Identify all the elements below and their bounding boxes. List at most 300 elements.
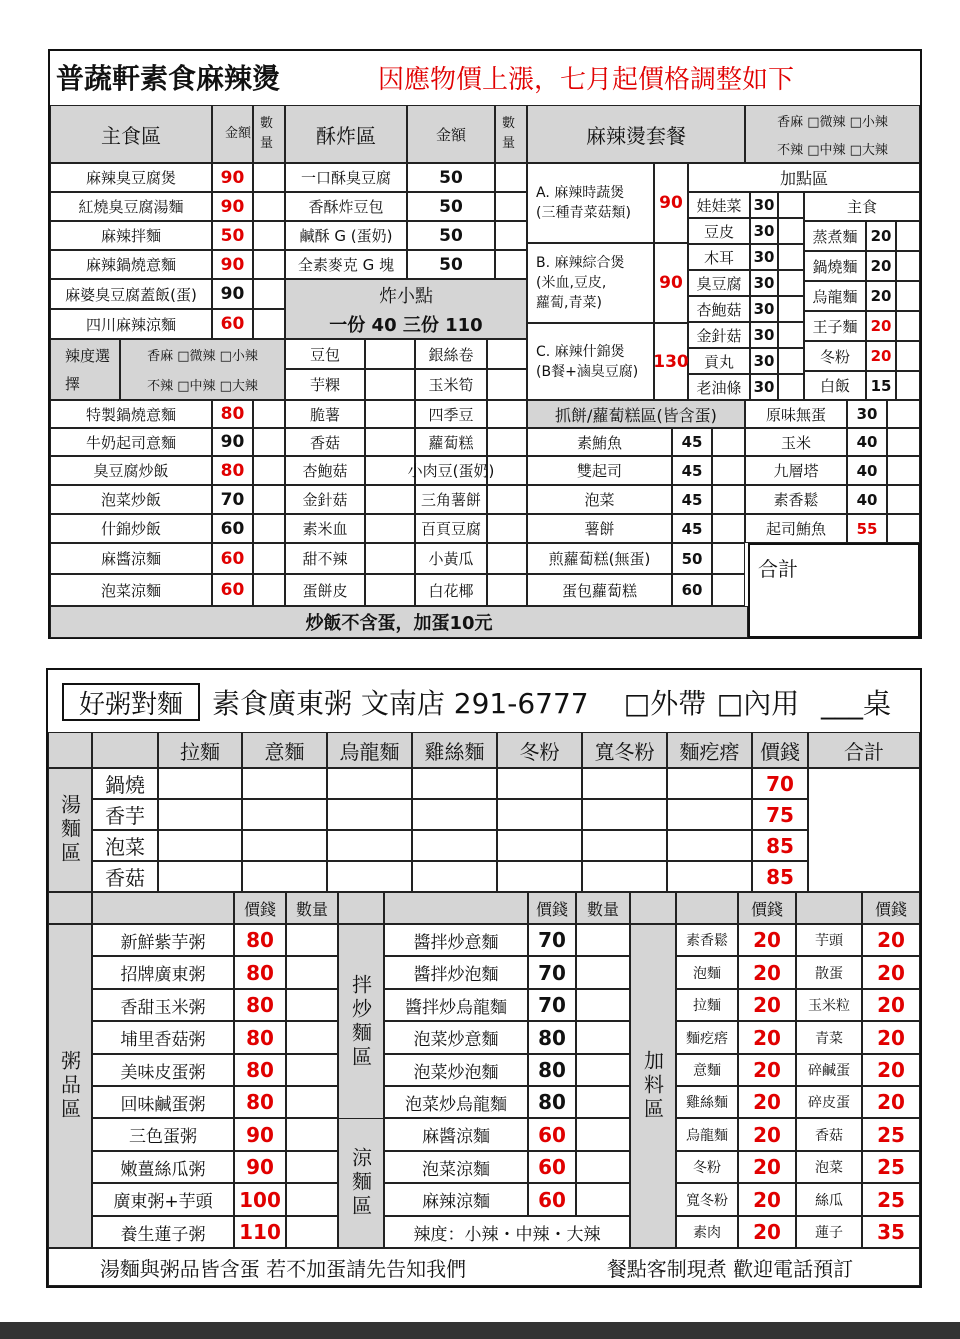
main-item-qty[interactable] — [253, 279, 285, 309]
pancake-qty[interactable] — [887, 514, 920, 543]
main-item-price: 90 — [212, 279, 253, 309]
snack-item: 百頁豆腐 — [415, 514, 487, 543]
soup-qty-cell[interactable] — [327, 799, 412, 830]
soup-qty-cell[interactable] — [412, 799, 497, 830]
main-item-qty[interactable] — [253, 250, 285, 279]
addon2-price: 25 — [862, 1118, 920, 1151]
stirfry-qty[interactable] — [576, 1021, 630, 1054]
blank — [92, 732, 158, 768]
blank — [630, 892, 676, 924]
addon2-price: 20 — [862, 989, 920, 1021]
pancake-price: 45 — [672, 456, 712, 485]
porridge-name: 三色蛋粥 — [92, 1118, 234, 1151]
addon-price: 30 — [750, 270, 778, 296]
snack-item: 小黃瓜 — [415, 543, 487, 574]
main-item-name: 特製鍋燒意麵 — [50, 400, 212, 428]
noodle-col-header: 寬冬粉 — [582, 732, 667, 768]
snack-qty[interactable] — [487, 428, 527, 456]
soup-qty-cell[interactable] — [412, 861, 497, 892]
pancake-qty[interactable] — [712, 574, 745, 606]
stirfry-price: 80 — [528, 1086, 576, 1118]
staple-qty[interactable] — [896, 281, 920, 311]
snack-item: 蘿蔔糕 — [415, 428, 487, 456]
dinein-checkbox[interactable]: □內用 — [716, 687, 800, 720]
soup-qty-cell[interactable] — [242, 768, 327, 799]
stirfry-name: 醬拌炒烏龍麵 — [384, 989, 528, 1021]
main-item-qty[interactable] — [253, 309, 285, 339]
fried-item-name: 全素麥克 G 塊 — [285, 250, 407, 279]
main-item-qty[interactable] — [253, 221, 285, 250]
blank — [338, 892, 384, 924]
noodle-col-header: 拉麵 — [158, 732, 242, 768]
price-header: 價錢 — [234, 892, 286, 924]
porridge-qty[interactable] — [286, 924, 338, 956]
snack-qty[interactable] — [487, 485, 527, 514]
main-item-price: 90 — [212, 250, 253, 279]
main-item-name: 泡菜涼麵 — [50, 574, 212, 606]
snack-qty[interactable] — [487, 339, 527, 369]
stirfry-price: 70 — [528, 924, 576, 956]
staple-qty[interactable] — [896, 221, 920, 251]
cold-qty[interactable] — [576, 1151, 630, 1183]
addon2-price: 20 — [862, 956, 920, 989]
soup-qty-cell[interactable] — [667, 861, 752, 892]
soup-qty-cell[interactable] — [582, 830, 667, 861]
set-price: 90 — [654, 163, 688, 243]
addon2-price: 20 — [738, 1216, 796, 1248]
main-item-name: 牛奶起司意麵 — [50, 428, 212, 456]
pancake-qty[interactable] — [712, 428, 745, 456]
snack-qty[interactable] — [487, 574, 527, 606]
pancake-qty[interactable] — [887, 428, 920, 456]
main-item-name: 麻辣拌麵 — [50, 221, 212, 250]
addon2-name: 玉米粒 — [796, 989, 862, 1021]
snack-qty[interactable] — [365, 485, 415, 514]
addon2-name: 寬冬粉 — [676, 1183, 738, 1216]
pancake-name: 薯餅 — [527, 514, 672, 543]
porridge-name: 回味鹹蛋粥 — [92, 1086, 234, 1118]
snack-item: 銀絲卷 — [415, 339, 487, 369]
cold-price: 60 — [528, 1183, 576, 1216]
cold-name: 麻醬涼麵 — [384, 1118, 528, 1151]
soup-name: 鍋燒 — [92, 768, 158, 799]
pancake-price: 30 — [847, 400, 887, 428]
main-item-price: 90 — [212, 192, 253, 221]
addon-name: 杏鮑菇 — [688, 296, 750, 322]
fried-item-qty[interactable] — [495, 163, 527, 192]
price-header: 價錢 — [528, 892, 576, 924]
addon2-name: 意麵 — [676, 1054, 738, 1086]
main-item-name: 麻婆臭豆腐蓋飯(蛋) — [50, 279, 212, 309]
set-spice-1: 香麻 □微辣 □小辣 — [745, 105, 920, 134]
main-item-name: 麻醬涼麵 — [50, 543, 212, 574]
addon-name: 臭豆腐 — [688, 270, 750, 296]
main-item-name: 紅燒臭豆腐湯麵 — [50, 192, 212, 221]
main-item-qty[interactable] — [253, 456, 285, 485]
pancake-qty[interactable] — [887, 456, 920, 485]
blank — [48, 732, 92, 768]
main-item-price: 60 — [212, 514, 253, 543]
stirfry-qty[interactable] — [576, 956, 630, 989]
staple-header: 主食 — [804, 192, 920, 221]
spice-options-1: 香麻 □微辣 □小辣 — [120, 339, 285, 369]
addon-name: 老油條 — [688, 374, 750, 400]
cold-name: 麻辣涼麵 — [384, 1183, 528, 1216]
pancake-price: 40 — [847, 485, 887, 514]
addon2-price: 20 — [862, 1054, 920, 1086]
staple-qty[interactable] — [896, 341, 920, 371]
snack-item: 小肉豆(蛋奶) — [415, 456, 487, 485]
price-notice: 因應物價上漲，七月起價格調整如下 — [378, 64, 795, 95]
cold-price: 60 — [528, 1118, 576, 1151]
porridge-price: 90 — [234, 1151, 286, 1183]
pancake-qty[interactable] — [712, 485, 745, 514]
spice-label: 辣度選擇 — [50, 339, 120, 400]
porridge-name: 香甜玉米粥 — [92, 989, 234, 1021]
soup-qty-cell[interactable] — [242, 799, 327, 830]
fried-item-qty[interactable] — [495, 192, 527, 221]
fried-item-qty[interactable] — [495, 250, 527, 279]
soup-qty-cell[interactable] — [158, 768, 242, 799]
soup-qty-cell[interactable] — [242, 861, 327, 892]
addon2-name: 冬粉 — [676, 1151, 738, 1183]
addon-price: 30 — [750, 244, 778, 270]
porridge-name: 埔里香菇粥 — [92, 1021, 234, 1054]
addon-name: 娃娃菜 — [688, 192, 750, 218]
soup-qty-cell[interactable] — [158, 799, 242, 830]
snack-item: 杏鮑菇 — [285, 456, 365, 485]
set-price: 90 — [654, 243, 688, 323]
main-item-name: 四川麻辣涼麵 — [50, 309, 212, 339]
snack-item: 豆包 — [285, 339, 365, 369]
snack-qty[interactable] — [365, 543, 415, 574]
addon2-price: 20 — [738, 924, 796, 956]
porridge-name: 養生蓮子粥 — [92, 1216, 234, 1248]
staple-price: 20 — [866, 341, 896, 371]
addon-price: 30 — [750, 374, 778, 400]
fried-item-name: 一口酥臭豆腐 — [285, 163, 407, 192]
addon-name: 貢丸 — [688, 348, 750, 374]
addon-price: 30 — [750, 192, 778, 218]
main-item-name: 麻辣鍋燒意麵 — [50, 250, 212, 279]
staple-price: 20 — [866, 221, 896, 251]
soup-qty-cell[interactable] — [412, 768, 497, 799]
snack-item: 蛋餅皮 — [285, 574, 365, 606]
porridge-qty[interactable] — [286, 1054, 338, 1086]
snack-qty[interactable] — [365, 339, 415, 369]
snack-qty[interactable] — [487, 514, 527, 543]
soup-qty-cell[interactable] — [497, 861, 582, 892]
porridge-price: 110 — [234, 1216, 286, 1248]
soup-qty-cell[interactable] — [158, 861, 242, 892]
set-header: 麻辣燙套餐 — [527, 105, 745, 163]
addon2-price: 20 — [862, 924, 920, 956]
staple-name: 鍋燒麵 — [804, 251, 866, 281]
addon-qty[interactable] — [778, 218, 804, 244]
snack-qty[interactable] — [365, 574, 415, 606]
staple-name: 冬粉 — [804, 341, 866, 371]
addon-qty[interactable] — [778, 244, 804, 270]
addon2-price: 20 — [738, 1151, 796, 1183]
fried-item-name: 鹹酥 G (蛋奶) — [285, 221, 407, 250]
addon2-price: 20 — [738, 1183, 796, 1216]
stirfry-price: 80 — [528, 1021, 576, 1054]
soup-qty-cell[interactable] — [327, 830, 412, 861]
pancake-qty[interactable] — [712, 543, 745, 574]
addon2-price: 25 — [862, 1183, 920, 1216]
staple-name: 烏龍麵 — [804, 281, 866, 311]
snack-qty[interactable] — [487, 456, 527, 485]
pancake-header: 抓餅/蘿蔔糕區(皆含蛋) — [527, 400, 745, 428]
snack-item: 三角薯餅 — [415, 485, 487, 514]
main-item-price: 70 — [212, 485, 253, 514]
addon-qty[interactable] — [778, 192, 804, 218]
snack-qty[interactable] — [365, 428, 415, 456]
staple-price: 20 — [866, 251, 896, 281]
porridge-qty[interactable] — [286, 1118, 338, 1151]
soup-qty-cell[interactable] — [582, 768, 667, 799]
addon2-name: 香菇 — [796, 1118, 862, 1151]
porridge-qty[interactable] — [286, 1021, 338, 1054]
cold-qty[interactable] — [576, 1183, 630, 1216]
takeout-checkbox[interactable]: □外帶 — [623, 687, 707, 720]
main-item-price: 80 — [212, 400, 253, 428]
stirfry-section: 拌炒麵區 — [338, 924, 384, 1119]
addon2-name: 碎皮蛋 — [796, 1086, 862, 1118]
addon2-name: 素香鬆 — [676, 924, 738, 956]
soup-qty-cell[interactable] — [327, 768, 412, 799]
soup-qty-cell[interactable] — [667, 830, 752, 861]
addon-qty[interactable] — [778, 322, 804, 348]
main-item-name: 什錦炒飯 — [50, 514, 212, 543]
porridge-qty[interactable] — [286, 1216, 338, 1248]
addon2-price: 20 — [862, 1021, 920, 1054]
main-item-price: 90 — [212, 163, 253, 192]
pancake-price: 40 — [847, 456, 887, 485]
addon2-price: 25 — [862, 1151, 920, 1183]
fried-qty-header: 數量 — [495, 105, 527, 163]
addon2-price: 35 — [862, 1216, 920, 1248]
col-amount: 金額 — [212, 105, 253, 163]
stirfry-name: 醬拌炒泡麵 — [384, 956, 528, 989]
stirfry-qty[interactable] — [576, 1086, 630, 1118]
soup-qty-cell[interactable] — [327, 861, 412, 892]
cold-qty[interactable] — [576, 1118, 630, 1151]
pancake-price: 45 — [672, 485, 712, 514]
stirfry-qty[interactable] — [576, 924, 630, 956]
addon2-price: 20 — [738, 1054, 796, 1086]
total-col-header: 合計 — [808, 732, 920, 768]
addon-section: 加料區 — [630, 924, 676, 1248]
porridge-price: 80 — [234, 924, 286, 956]
main-item-qty[interactable] — [253, 192, 285, 221]
stirfry-price: 80 — [528, 1054, 576, 1086]
pancake-price: 55 — [847, 514, 887, 543]
porridge-qty[interactable] — [286, 1183, 338, 1216]
staple-name: 蒸煮麵 — [804, 221, 866, 251]
soup-qty-cell[interactable] — [497, 799, 582, 830]
price-header: 價錢 — [862, 892, 920, 924]
pancake-name: 原味無蛋 — [745, 400, 847, 428]
addon-name: 豆皮 — [688, 218, 750, 244]
addon-name: 金針菇 — [688, 322, 750, 348]
total-cell[interactable] — [808, 768, 920, 892]
addon2-price: 20 — [738, 989, 796, 1021]
soup-qty-cell[interactable] — [497, 830, 582, 861]
snack-qty[interactable] — [365, 369, 415, 400]
noodle-col-header: 麵疙瘩 — [667, 732, 752, 768]
pancake-name: 煎蘿蔔糕(無蛋) — [527, 543, 672, 574]
soup-price: 70 — [752, 768, 808, 799]
table-number[interactable]: ___桌 — [820, 687, 891, 720]
addon2-name: 素肉 — [676, 1216, 738, 1248]
menu1-footer: 炒飯不含蛋，加蛋10元 — [50, 606, 748, 638]
addon2-price: 20 — [862, 1086, 920, 1118]
main-item-price: 50 — [212, 221, 253, 250]
price-header: 價錢 — [738, 892, 796, 924]
snack-item: 芋粿 — [285, 369, 365, 400]
blank — [384, 892, 528, 924]
stirfry-price: 70 — [528, 989, 576, 1021]
bottom-band — [0, 1322, 960, 1339]
noodle-col-header: 意麵 — [242, 732, 327, 768]
main-item-qty[interactable] — [253, 543, 285, 574]
main-item-qty[interactable] — [253, 163, 285, 192]
staple-name: 王子麵 — [804, 311, 866, 341]
staple-price: 20 — [866, 311, 896, 341]
pancake-qty[interactable] — [887, 485, 920, 514]
porridge-name: 美味皮蛋粥 — [92, 1054, 234, 1086]
pancake-qty[interactable] — [712, 514, 745, 543]
pancake-name: 素鮪魚 — [527, 428, 672, 456]
soup-qty-cell[interactable] — [412, 830, 497, 861]
pancake-price: 45 — [672, 514, 712, 543]
snack-qty[interactable] — [487, 369, 527, 400]
porridge-qty[interactable] — [286, 1086, 338, 1118]
qty-header: 數量 — [576, 892, 630, 924]
stirfry-name: 泡菜炒意麵 — [384, 1021, 528, 1054]
noodle-col-header: 雞絲麵 — [412, 732, 497, 768]
addon2-name: 散蛋 — [796, 956, 862, 989]
main-item-name: 臭豆腐炒飯 — [50, 456, 212, 485]
main-item-qty[interactable] — [253, 428, 285, 456]
pancake-name: 蛋包蘿蔔糕 — [527, 574, 672, 606]
main-header: 主食區 — [50, 105, 212, 163]
soup-qty-cell[interactable] — [242, 830, 327, 861]
staple-qty[interactable] — [896, 251, 920, 281]
porridge-qty[interactable] — [286, 989, 338, 1021]
addon2-price: 20 — [738, 1086, 796, 1118]
porridge-price: 100 — [234, 1183, 286, 1216]
total-box[interactable]: 合計 — [748, 543, 920, 638]
snack-item: 四季豆 — [415, 400, 487, 428]
addon2-name: 絲瓜 — [796, 1183, 862, 1216]
addon-price: 30 — [750, 348, 778, 374]
snack-item: 香菇 — [285, 428, 365, 456]
staple-qty[interactable] — [896, 371, 920, 400]
main-item-qty[interactable] — [253, 400, 285, 428]
snack-qty[interactable] — [487, 400, 527, 428]
soup-qty-cell[interactable] — [582, 861, 667, 892]
main-item-name: 麻辣臭豆腐煲 — [50, 163, 212, 192]
addon-qty[interactable] — [778, 270, 804, 296]
pancake-price: 45 — [672, 428, 712, 456]
snack-qty[interactable] — [365, 514, 415, 543]
main-item-price: 90 — [212, 428, 253, 456]
addon-qty[interactable] — [778, 296, 804, 322]
staple-name: 白飯 — [804, 371, 866, 400]
main-item-qty[interactable] — [253, 485, 285, 514]
soup-price: 75 — [752, 799, 808, 830]
addon-name: 木耳 — [688, 244, 750, 270]
set-spice-2: 不辣 □中辣 □大辣 — [745, 134, 920, 163]
porridge-name: 廣東粥+芋頭 — [92, 1183, 234, 1216]
fried-amount-header: 金額 — [407, 105, 495, 163]
porridge-qty[interactable] — [286, 1151, 338, 1183]
porridge-name: 嫩薑絲瓜粥 — [92, 1151, 234, 1183]
snack-item: 素米血 — [285, 514, 365, 543]
main-item-name: 泡菜炒飯 — [50, 485, 212, 514]
addon2-name: 泡菜 — [796, 1151, 862, 1183]
porridge-price: 80 — [234, 1086, 286, 1118]
soup-qty-cell[interactable] — [667, 799, 752, 830]
soup-qty-cell[interactable] — [582, 799, 667, 830]
fried-item-name: 香酥炸豆包 — [285, 192, 407, 221]
pancake-name: 素香鬆 — [745, 485, 847, 514]
cold-section: 涼麵區 — [338, 1118, 384, 1248]
addon-qty[interactable] — [778, 374, 804, 400]
snack-qty[interactable] — [487, 543, 527, 574]
main-item-price: 60 — [212, 543, 253, 574]
stirfry-qty[interactable] — [576, 1054, 630, 1086]
stirfry-name: 泡菜炒烏龍麵 — [384, 1086, 528, 1118]
pancake-name: 九層塔 — [745, 456, 847, 485]
pancake-name: 雙起司 — [527, 456, 672, 485]
addon2-name: 烏龍麵 — [676, 1118, 738, 1151]
main-item-qty[interactable] — [253, 574, 285, 606]
soup-qty-cell[interactable] — [667, 768, 752, 799]
addon2-price: 20 — [738, 956, 796, 989]
fried-item-qty[interactable] — [495, 221, 527, 250]
soup-name: 泡菜 — [92, 830, 158, 861]
stirfry-name: 醬拌炒意麵 — [384, 924, 528, 956]
addon-price: 30 — [750, 322, 778, 348]
staple-qty[interactable] — [896, 311, 920, 341]
cold-name: 泡菜涼麵 — [384, 1151, 528, 1183]
pancake-name: 玉米 — [745, 428, 847, 456]
soup-price: 85 — [752, 861, 808, 892]
soup-name: 香菇 — [92, 861, 158, 892]
soup-qty-cell[interactable] — [158, 830, 242, 861]
fried-item-price: 50 — [407, 192, 495, 221]
snack-title: 炸小點 — [379, 286, 433, 307]
staple-price: 20 — [866, 281, 896, 311]
snack-qty[interactable] — [365, 400, 415, 428]
pancake-qty[interactable] — [887, 400, 920, 428]
stirfry-qty[interactable] — [576, 989, 630, 1021]
porridge-section: 粥品區 — [48, 924, 92, 1248]
soup-price: 85 — [752, 830, 808, 861]
soup-qty-cell[interactable] — [497, 768, 582, 799]
porridge-qty[interactable] — [286, 956, 338, 989]
main-item-qty[interactable] — [253, 514, 285, 543]
addon-qty[interactable] — [778, 348, 804, 374]
pancake-name: 起司鮪魚 — [745, 514, 847, 543]
blank — [92, 892, 234, 924]
pancake-qty[interactable] — [712, 456, 745, 485]
addon2-name: 麵疙瘩 — [676, 1021, 738, 1054]
fried-header: 酥炸區 — [285, 105, 407, 163]
